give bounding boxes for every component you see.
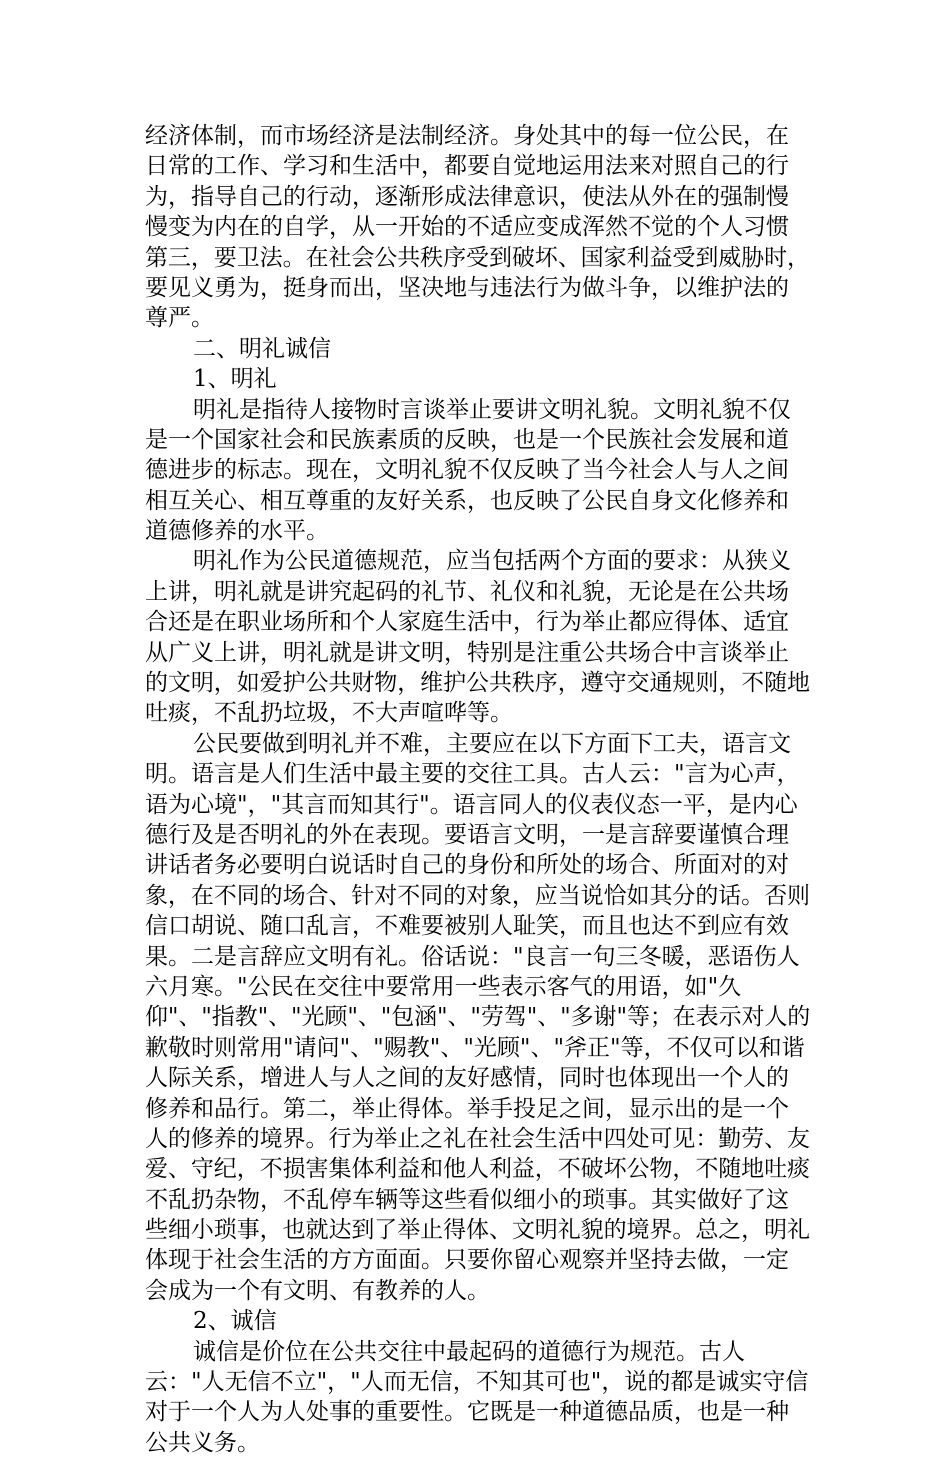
text-line: 第三，要卫法。在社会公共秩序受到破坏、国家利益受到威胁时， (145, 244, 810, 271)
text-line: 2、诚信 (193, 1308, 277, 1335)
text-line: 语为心境"，"其言而知其行"。语言同人的仪表仪态一平，是内心 (145, 791, 798, 818)
text-line: 道德修养的水平。 (145, 518, 329, 545)
text-line: 会成为一个有文明、有教养的人。 (145, 1277, 490, 1304)
text-line: 合还是在职业场所和个人家庭生活中，行为举止都应得体、适宜 (145, 609, 789, 636)
text-line: 公共义务。 (145, 1429, 260, 1456)
text-line: 歉敬时则常用"请问"、"赐教"、"光顾"、"斧正"等，不仅可以和谐 (145, 1034, 805, 1061)
text-line: 为，指导自己的行动，逐渐形成法律意识，使法从外在的强制慢 (145, 183, 789, 210)
text-line: 1、明礼 (193, 366, 277, 393)
text-line: 人的修养的境界。行为举止之礼在社会生活中四处可见：勤劳、友 (145, 1125, 810, 1152)
text-line: 诚信是价位在公共交往中最起码的道德行为规范。古人 (193, 1338, 745, 1365)
text-line: 德行及是否明礼的外在表现。要语言文明，一是言辞要谨慎合理 (145, 821, 789, 848)
text-line: 要见义勇为，挺身而出，坚决地与违法行为做斗争，以维护法的 (145, 274, 789, 301)
document-page (145, 121, 810, 1458)
text-line: 爱、守纪，不损害集体利益和他人利益，不破坏公物，不随地吐痰 (145, 1156, 810, 1183)
text-line: 是一个国家社会和民族素质的反映，也是一个民族社会发展和道 (145, 426, 789, 453)
text-line: 讲话者务必要明白说话时自己的身份和所处的场合、所面对的对 (145, 852, 789, 879)
text-line: 仰"、"指教"、"光顾"、"包涵"、"劳驾"、"多谢"等；在表示对人的 (145, 1004, 811, 1031)
text-line: 日常的工作、学习和生活中，都要自觉地运用法来对照自己的行 (145, 153, 789, 180)
text-line: 不乱扔杂物，不乱停车辆等这些看似细小的琐事。其实做好了这 (145, 1186, 789, 1213)
text-line: 果。二是言辞应文明有礼。俗话说："良言一句三冬暖，恶语伤人 (145, 943, 800, 970)
text-line: 象，在不同的场合、针对不同的对象，应当说恰如其分的话。否则 (145, 882, 810, 909)
text-line: 慢变为内在的自学，从一开始的不适应变成浑然不觉的个人习惯 (145, 214, 789, 241)
text-line: 修养和品行。第二，举止得体。举手投足之间，显示出的是一个 (145, 1095, 789, 1122)
text-line: 吐痰，不乱扔垃圾，不大声喧哗等。 (145, 700, 513, 727)
text-line: 尊严。 (145, 305, 214, 332)
text-line: 人际关系，增进人与人之间的友好感情，同时也体现出一个人的 (145, 1065, 789, 1092)
text-line: 从广义上讲，明礼就是讲文明，特别是注重公共场合中言谈举止 (145, 639, 789, 666)
text-line: 些细小琐事，也就达到了举止得体、文明礼貌的境界。总之，明礼 (145, 1217, 810, 1244)
text-line: 经济体制，而市场经济是法制经济。身处其中的每一位公民，在 (145, 123, 789, 149)
text-line: 明礼是指待人接物时言谈举止要讲文明礼貌。文明礼貌不仅 (193, 396, 791, 423)
text-line: 公民要做到明礼并不难，主要应在以下方面下工夫，语言文 (193, 730, 791, 757)
text-line: 对于一个人为人处事的重要性。它既是一种道德品质，也是一种 (145, 1399, 789, 1426)
text-line: 信口胡说、随口乱言，不难要被别人耻笑，而且也达不到应有效 (145, 913, 789, 940)
text-line: 的文明，如爱护公共财物，维护公共秩序，遵守交通规则，不随地 (145, 670, 810, 697)
text-line: 体现于社会生活的方方面面。只要你留心观察并坚持去做，一定 (145, 1247, 789, 1274)
text-line: 明。语言是人们生活中最主要的交往工具。古人云："言为心声， (145, 761, 800, 788)
text-line: 德进步的标志。现在，文明礼貌不仅反映了当今社会人与人之间 (145, 457, 789, 484)
text-line: 云："人无信不立"，"人而无信，不知其可也"，说的都是诚实守信 (145, 1369, 809, 1396)
text-line: 上讲，明礼就是讲究起码的礼节、礼仪和礼貌，无论是在公共场 (145, 578, 789, 605)
text-line: 二、明礼诚信 (193, 335, 331, 362)
text-line: 明礼作为公民道德规范，应当包括两个方面的要求：从狭义 (193, 548, 791, 575)
text-line: 相互关心、相互尊重的友好关系，也反映了公民自身文化修养和 (145, 487, 789, 514)
text-line: 六月寒。"公民在交往中要常用一些表示客气的用语，如"久 (145, 973, 742, 1000)
